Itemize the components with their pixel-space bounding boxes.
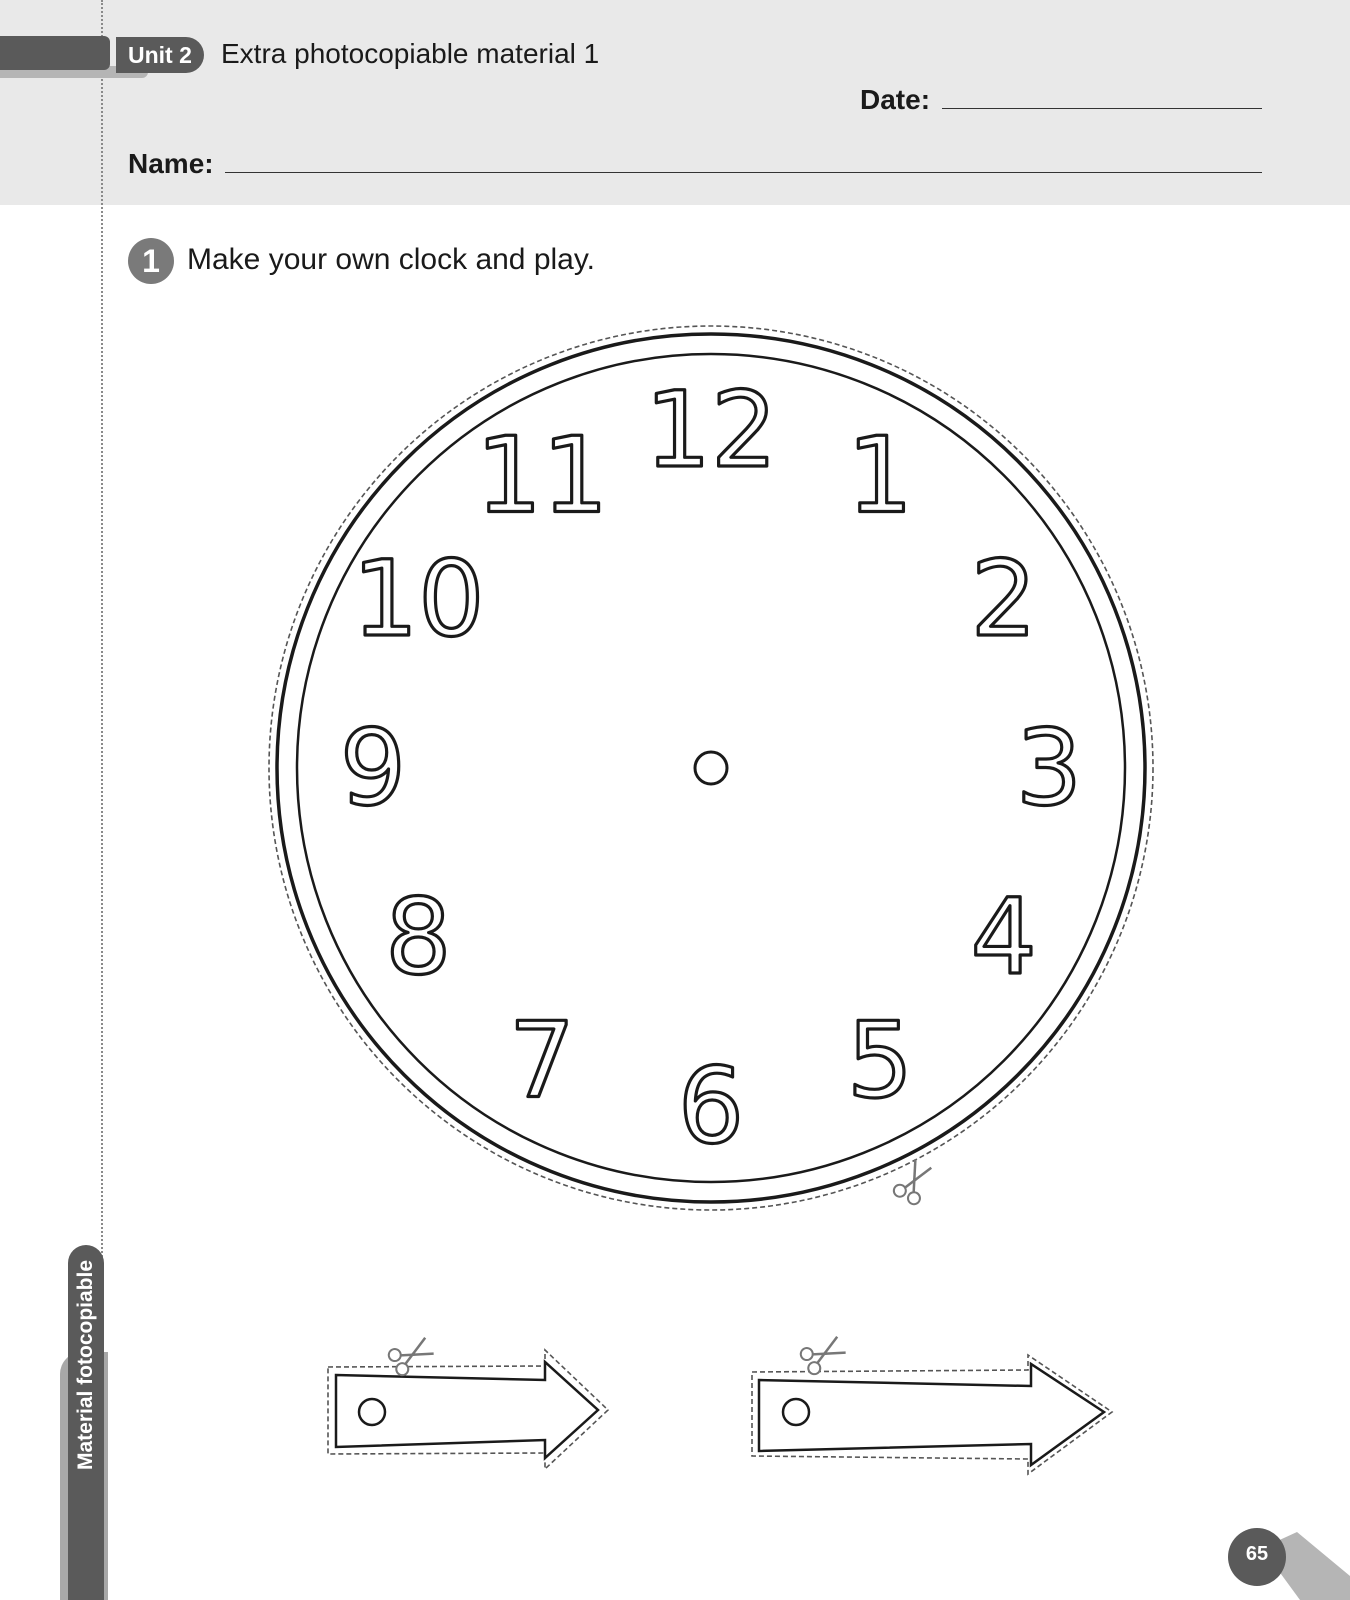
clock-number: 10 xyxy=(352,538,485,660)
clock-number: 3 xyxy=(1015,707,1083,829)
clock-number: 11 xyxy=(475,414,609,537)
clock-number: 5 xyxy=(846,999,914,1122)
clock-number: 8 xyxy=(385,876,452,998)
clock-number: 4 xyxy=(970,876,1037,998)
exercise-number-badge: 1 xyxy=(128,238,174,284)
clock-number: 7 xyxy=(508,999,576,1122)
clock-number: 6 xyxy=(677,1045,745,1167)
name-label: Name: xyxy=(128,148,214,179)
side-tab-label: Material fotocopiable xyxy=(74,1259,97,1471)
clock-number: 1 xyxy=(846,414,914,537)
clock-number: 9 xyxy=(339,707,407,829)
clock-number: 2 xyxy=(970,538,1037,660)
exercise-instruction: Make your own clock and play. xyxy=(187,243,595,276)
clock-number: 12 xyxy=(644,369,778,491)
worksheet-title: Extra photocopiable material 1 xyxy=(221,38,600,69)
page-number: 65 xyxy=(1228,1528,1286,1586)
unit-badge: Unit 2 xyxy=(116,37,204,73)
date-label: Date: xyxy=(860,84,931,115)
